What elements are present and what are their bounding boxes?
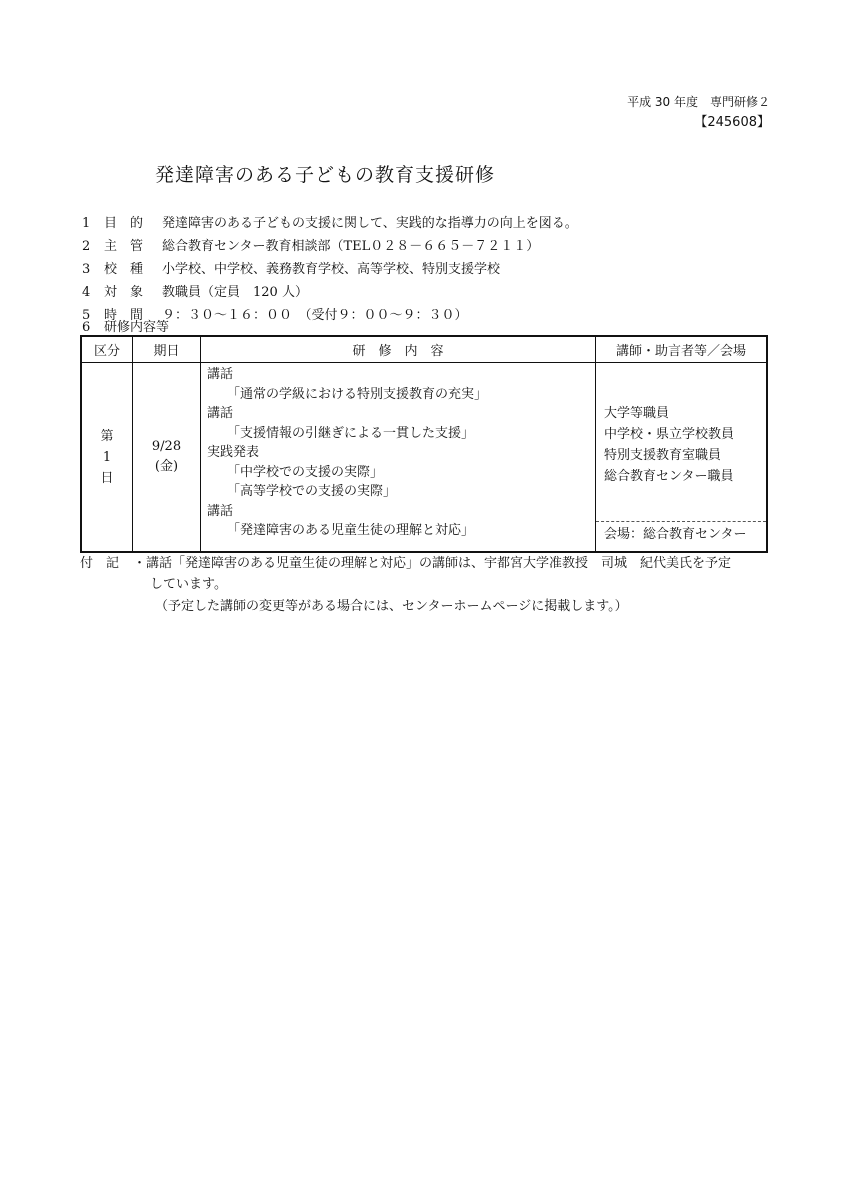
category-char: 第 — [100, 428, 114, 444]
venue: 会場：総合教育センター — [596, 521, 766, 547]
note-label: 付 記 — [80, 556, 120, 571]
header-date: 期日 — [133, 336, 201, 363]
item-purpose — [82, 212, 578, 231]
table-header-row — [81, 336, 767, 363]
item-number: 1 — [82, 216, 91, 231]
content-title: 「支援情報の引継ぎによる一貫した支援」 — [227, 425, 475, 441]
category-char: 日 — [100, 470, 114, 486]
category-cell — [81, 363, 133, 553]
item-organizer — [82, 235, 539, 254]
item-number: 3 — [82, 262, 91, 277]
header-category: 区分 — [81, 336, 133, 363]
item-value: 発達障害のある子どもの支援に関して、実践的な指導力の向上を図る。 — [162, 216, 578, 231]
item-school-type — [82, 258, 500, 277]
header-lecturer: 講師・助言者等／会場 — [596, 336, 768, 363]
content-type: 講話 — [207, 503, 234, 519]
item-value: 教職員（定員 120 人） — [162, 285, 308, 300]
lecturer-item: 中学校・県立学校教員 — [604, 427, 735, 442]
lecturer-list — [596, 363, 766, 521]
category-char: 1 — [102, 449, 112, 465]
header-code: 【245608】 — [694, 115, 770, 130]
note-line-3: （予定した講師の変更等がある場合には、センターホームページに掲載します。） — [155, 599, 628, 614]
content-cell — [201, 363, 596, 553]
item-training-content — [82, 316, 169, 335]
item-label: 研修内容等 — [104, 320, 170, 335]
content-title: 「発達障害のある児童生徒の理解と対応」 — [227, 523, 475, 538]
item-number: 5 — [82, 308, 91, 323]
date-value: 9/28 — [151, 439, 182, 454]
header-content: 研 修 内 容 — [201, 336, 596, 363]
item-value: ９：３０～１６：００ （受付９：００～９：３０） — [162, 308, 468, 323]
schedule-table — [80, 335, 768, 553]
lecturer-cell — [596, 363, 768, 553]
item-number: 2 — [82, 239, 91, 254]
content-title: 「高等学校での支援の実際」 — [227, 484, 397, 499]
date-weekday: (金) — [154, 459, 179, 474]
item-label: 時 間 — [104, 308, 144, 323]
item-value: 小学校、中学校、義務教育学校、高等学校、特別支援学校 — [162, 262, 501, 277]
content-type: 実践発表 — [207, 445, 260, 460]
item-value: 総合教育センター教育相談部（TEL０２８－６６５－７２１１） — [162, 239, 540, 254]
content-title: 「中学校での支援の実際」 — [227, 464, 384, 480]
item-label: 校 種 — [104, 262, 144, 277]
item-number: 6 — [82, 320, 91, 335]
note-line-2: しています。 — [150, 577, 227, 592]
lecturer-item: 特別支援教育室職員 — [604, 448, 722, 463]
note-line-1: ・講話「発達障害のある児童生徒の理解と対応」の講師は、宇都宮大学准教授 司城 紀代美氏を予定 — [133, 556, 732, 571]
lecturer-item: 大学等職員 — [604, 406, 670, 421]
date-cell — [133, 363, 201, 553]
content-type: 講話 — [207, 406, 234, 421]
table-row — [81, 363, 767, 553]
item-target — [82, 281, 308, 300]
page-title: 発達障害のある子どもの教育支援研修 — [155, 164, 496, 186]
item-label: 対 象 — [104, 285, 144, 300]
item-label: 主 管 — [104, 239, 144, 254]
lecturer-item: 総合教育センター職員 — [604, 469, 734, 484]
item-label: 目 的 — [104, 216, 144, 231]
header-year-line: 平成 30 年度 専門研修２ — [627, 95, 770, 109]
content-title: 「通常の学級における特別支援教育の充実」 — [227, 386, 488, 402]
item-number: 4 — [82, 285, 91, 300]
content-type: 講話 — [207, 367, 234, 382]
